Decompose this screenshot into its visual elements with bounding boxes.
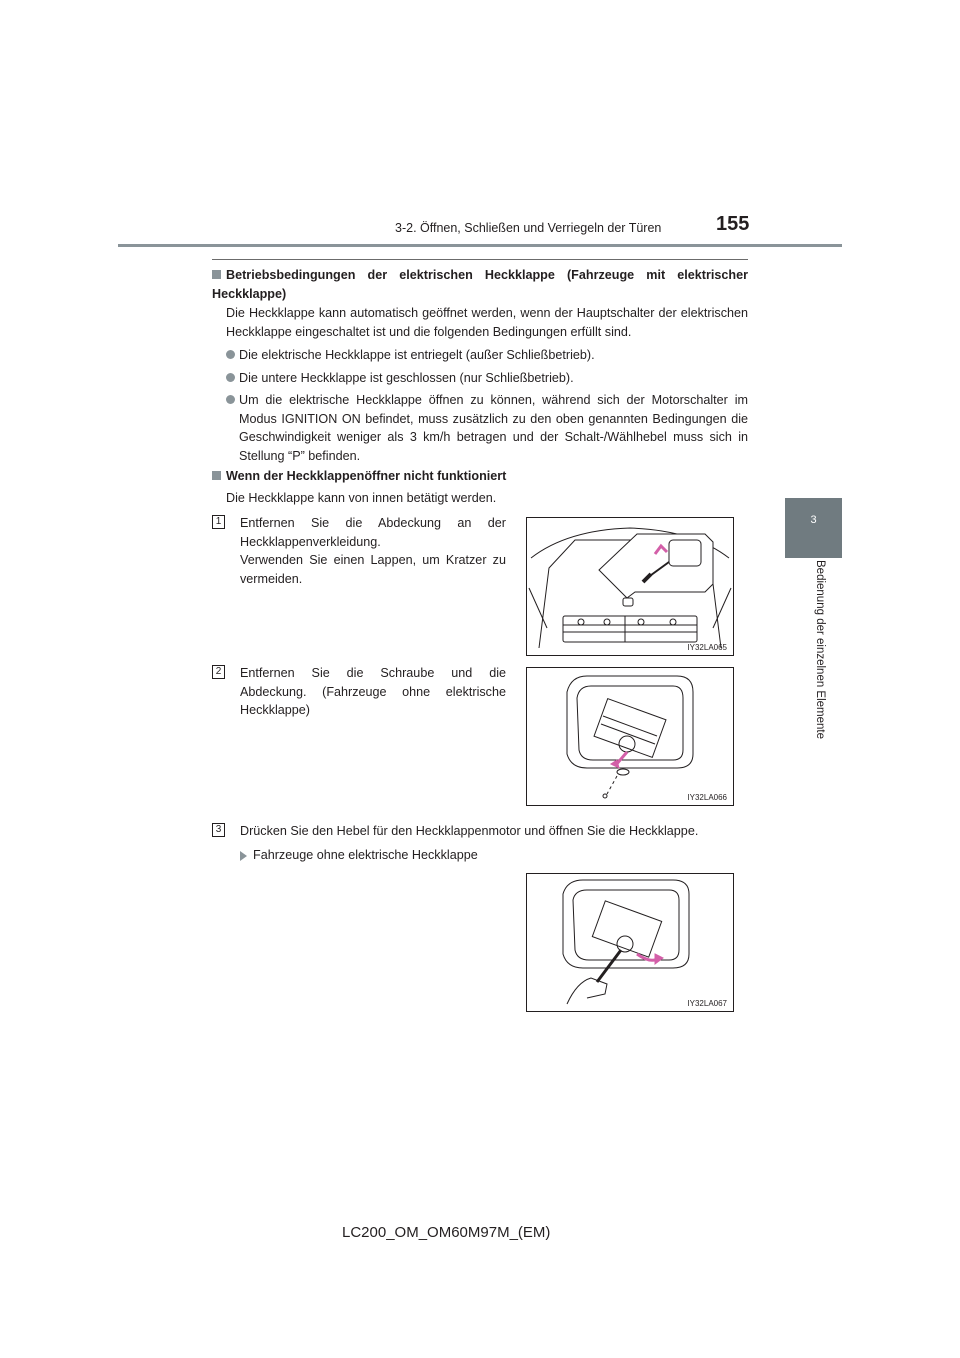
figure-code-3: IY32LA067 [687,999,727,1008]
square-bullet-icon [212,471,221,480]
step-3-sub: Fahrzeuge ohne elektrische Heckklappe [240,846,640,865]
bullet-dot-icon [226,373,235,382]
step-number-3: 3 [212,823,225,837]
document-code: LC200_OM_OM60M97M_(EM) [342,1224,551,1241]
arrow-marker-icon [240,851,247,861]
step-number-2: 2 [212,665,225,679]
figure-code-1: IY32LA065 [687,643,727,652]
square-bullet-icon [212,270,221,279]
bullet-dot-icon [226,350,235,359]
section-title: 3-2. Öffnen, Schließen und Verriegeln der Türen [395,221,662,235]
section1-bullet-3: Um die elektrische Heckklappe öffnen zu können, während sich der Motorschalter im Modus IGNITION ON befindet, muss zusätzlich zu den oben genannten Bedingungen die Geschwindigkeit weniger als 3 km/h betragen und der Schalt-/Wählhebel muss sich in Stellung “P” befinden. [226,391,748,465]
step-2-text: Entfernen Sie die Schraube und die Abdeckung. (Fahrzeuge ohne elektrische Heckklappe) [240,666,506,717]
chapter-number: 3 [810,514,817,526]
figure-code-2: IY32LA066 [687,793,727,802]
step-number-1: 1 [212,515,225,529]
tailgate-lever-illustration [527,874,733,1011]
step-3-text: Drücken Sie den Hebel für den Heckklappenmotor und öffnen Sie die Heckklappe. [240,824,699,838]
section1-heading: Betriebsbedingungen der elektrischen Heckklappe (Fahrzeuge mit elektrischer Heckklappe) [212,268,748,301]
section1-bullet-1: Die elektrische Heckklappe ist entriegelt (außer Schließbetrieb). [226,346,748,365]
figure-step-1 [526,517,734,656]
section-rule [212,259,748,260]
chapter-tab [785,498,842,558]
figure-step-2 [526,667,734,806]
section2-intro: Die Heckklappe kann von innen betätigt werden. [226,491,497,505]
chapter-title-vertical [812,560,826,770]
step-1-text: Entfernen Sie die Abdeckung an der Heckklappenverkleidung. Verwenden Sie einen Lappen, um Kratzer zu vermeiden. [240,516,506,586]
section2-heading: Wenn der Heckklappenöffner nicht funktioniert [212,467,748,486]
figure-step-3 [526,873,734,1012]
bullet-dot-icon [226,395,235,404]
tailgate-screw-illustration [527,668,733,805]
header-rule [118,244,842,247]
tailgate-cover-illustration [527,518,733,655]
page-number: 155 [716,213,750,235]
chapter-title: Bedienung der einzelnen Elemente [814,560,826,740]
section1-bullet-2: Die untere Heckklappe ist geschlossen (nur Schließbetrieb). [226,369,748,388]
section1-intro: Die Heckklappe kann automatisch geöffnet werden, wenn der Hauptschalter der elektrischen Heckklappe eingeschaltet ist und die folgenden Bedingungen erfüllt sind. [226,306,748,339]
